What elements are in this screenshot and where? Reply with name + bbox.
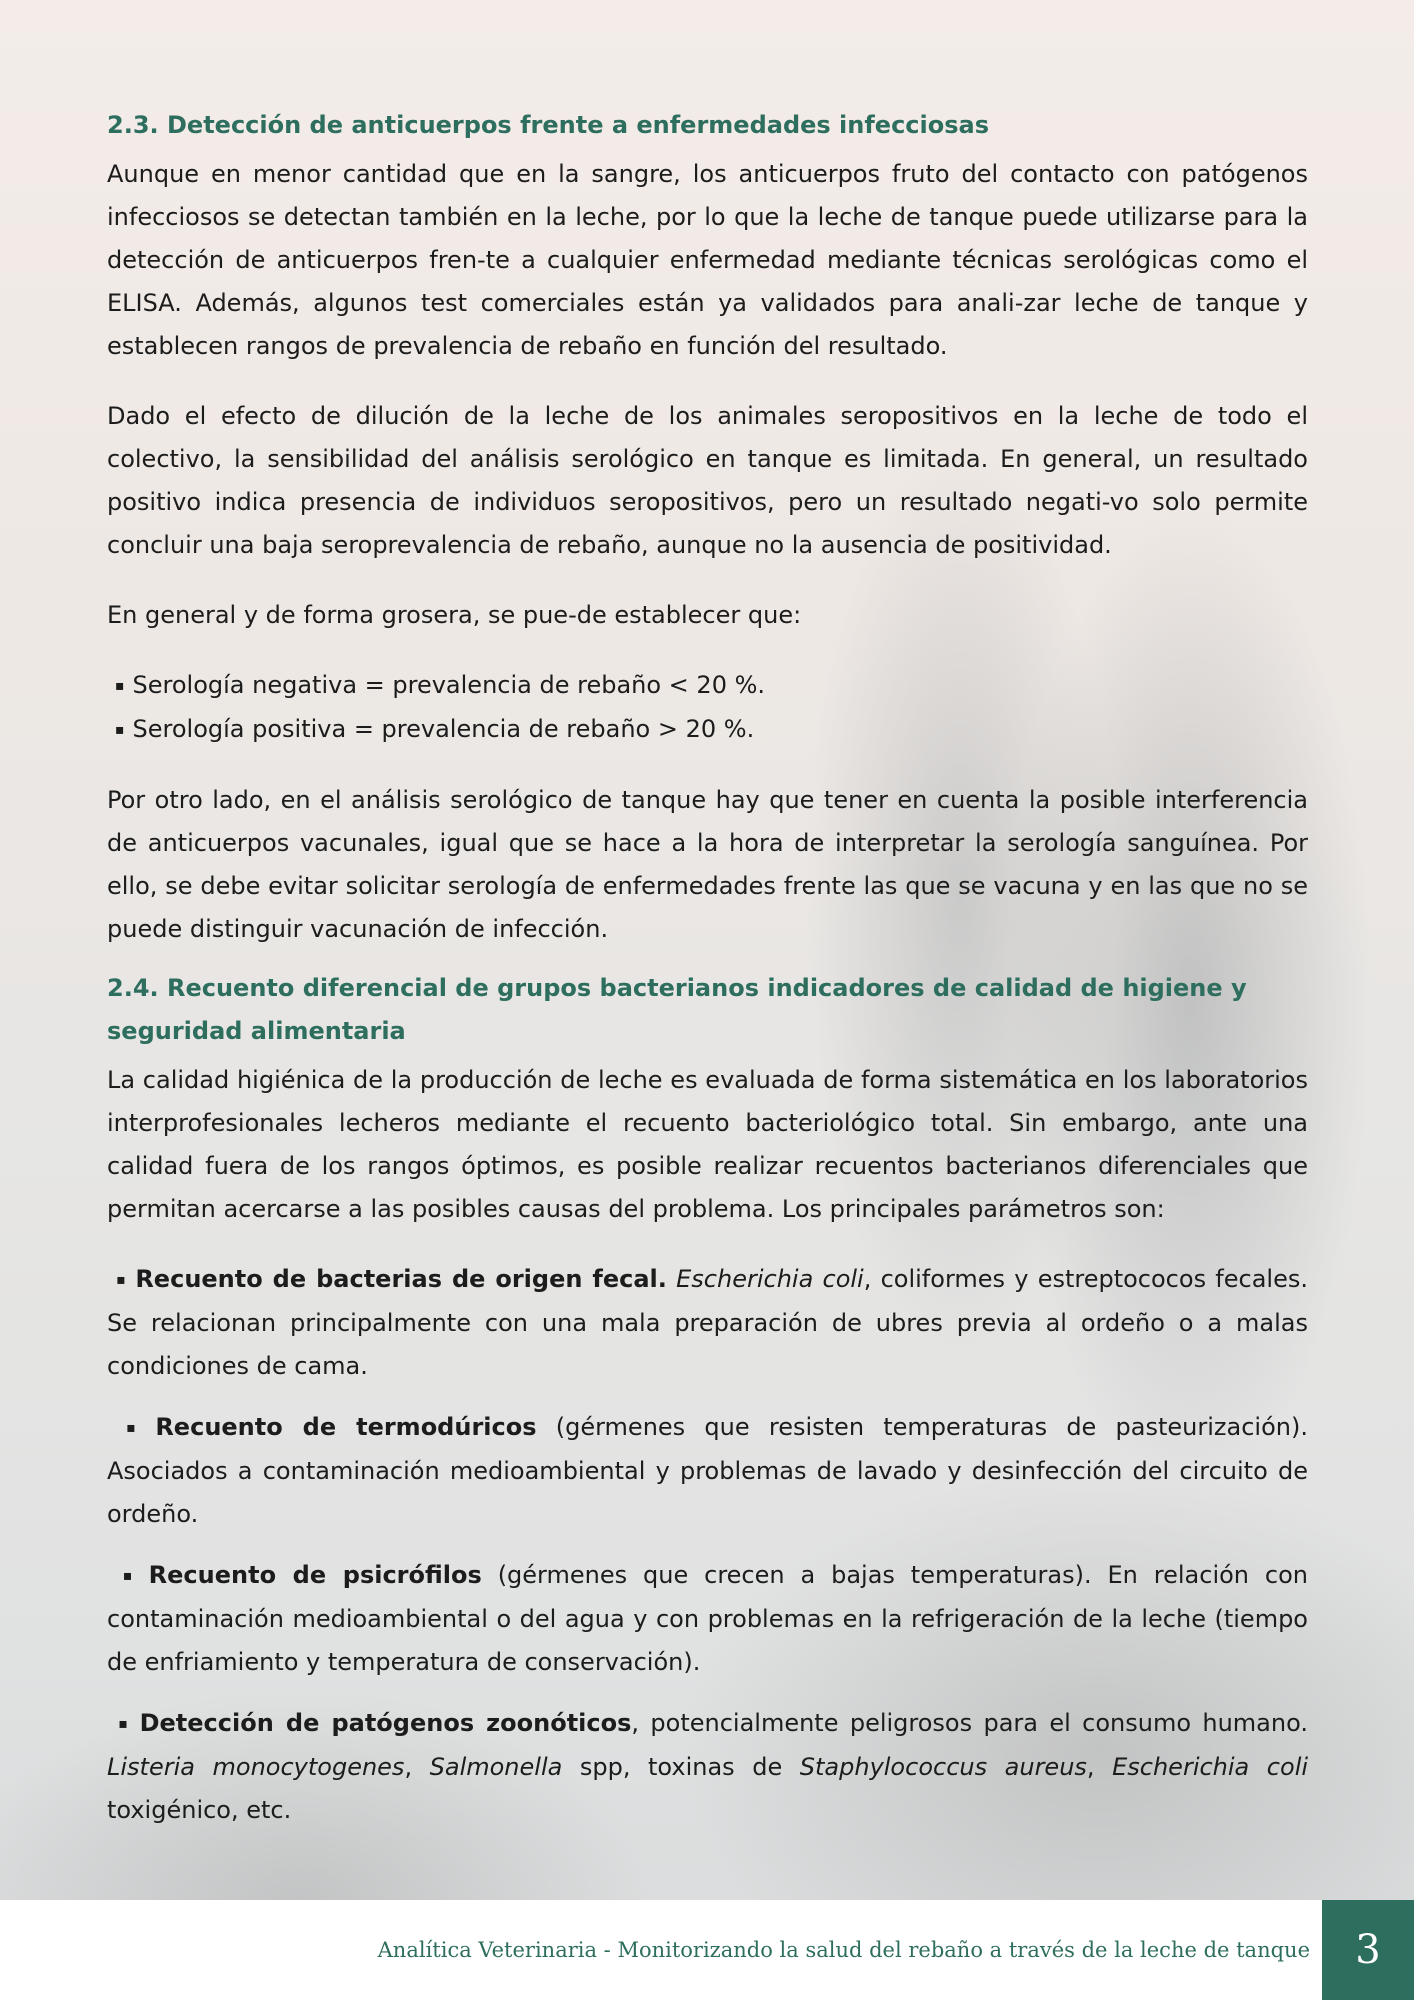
- bullet-icon: ▪: [115, 722, 125, 738]
- bullet-list: [107, 664, 1308, 752]
- bullet-icon: ▪: [126, 1420, 148, 1436]
- page-footer: [0, 1900, 1414, 2000]
- paragraph: Aunque en menor cantidad que en la sangre, los anticuerpos fruto del contacto con patógenos infecciosos se detectan también en la leche, por lo que la leche de tanque puede utilizarse para la detección de anticuerpos fren-te a cualquier enfermedad mediante técnicas serológicas como el ELISA. Además, algunos test comerciales están ya validados para anali-zar leche de tanque y establecen rangos de prevalencia de rebaño en función del resultado.: [107, 160, 1308, 360]
- bullet-icon: ▪: [116, 1272, 128, 1288]
- paragraph: En general y de forma grosera, se pue-de establecer que:: [107, 601, 802, 629]
- bullet-icon: ▪: [122, 1568, 141, 1584]
- paragraph: Por otro lado, en el análisis serológico de tanque hay que tener en cuenta la posible interferencia de anticuerpos vacunales, igual que se hace a la hora de interpretar la serología sanguínea. Por ello, se debe evitar solicitar serología de enfermedades frente las que se vacuna y en las que no se puede distinguir vacunación de infección.: [107, 786, 1308, 943]
- list-item: ▪ Recuento de bacterias de origen fecal. Escherichia coli, coliformes y estreptococos fecales. Se relacionan principalmente con una mala preparación de ubres previa al ordeño o a malas condiciones de cama.: [107, 1265, 1308, 1380]
- list-item: ▪ Detección de patógenos zoonóticos, potencialmente peligrosos para el consumo humano. Listeria monocytogenes, Salmonella spp, toxinas de Staphylococcus aureus, Escherichia coli toxigénico, etc.: [107, 1709, 1309, 1824]
- page-number: 3: [1322, 1900, 1414, 2000]
- list-item: ▪ Recuento de psicrófilos (gérmenes que crecen a bajas temperaturas). En relación con contaminación medioambiental o del agua y con problemas en la refrigeración de la leche (tiempo de enfriamiento y temperatura de conservación).: [107, 1561, 1309, 1676]
- paragraph: La calidad higiénica de la producción de leche es evaluada de forma sistemática en los laboratorios interprofesionales lecheros mediante el recuento bacteriológico total. Sin embargo, ante una calidad fuera de los rangos óptimos, es posible realizar recuentos bacterianos diferenciales que permitan acercarse a las posibles causas del problema. Los principales parámetros son:: [107, 1066, 1308, 1223]
- footer-title: Analítica Veterinaria - Monitorizando la salud del rebaño a través de la leche de tanque: [377, 1938, 1310, 1962]
- bullet-icon: ▪: [115, 678, 125, 694]
- list-item: ▪ Serología negativa = prevalencia de rebaño < 20 %.: [115, 671, 766, 699]
- list-item: ▪ Recuento de termodúricos (gérmenes que resisten temperaturas de pasteurización). Asociados a contaminación medioambiental y problemas de lavado y desinfección del circuito de ordeño.: [107, 1413, 1308, 1528]
- paragraph: Dado el efecto de dilución de la leche de los animales seropositivos en la leche de todo el colectivo, la sensibilidad del análisis serológico en tanque es limitada. En general, un resultado positivo indica presencia de individuos seropositivos, pero un resultado negati-vo solo permite concluir una baja seroprevalencia de rebaño, aunque no la ausencia de positividad.: [107, 402, 1308, 559]
- page-content: [107, 104, 1308, 1850]
- bullet-icon: ▪: [118, 1716, 132, 1732]
- list-item: ▪ Serología positiva = prevalencia de rebaño > 20 %.: [115, 715, 755, 743]
- section-heading-2-4: 2.4. Recuento diferencial de grupos bacterianos indicadores de calidad de higiene y seguridad alimentaria: [107, 974, 1247, 1045]
- section-heading-2-3: 2.3. Detección de anticuerpos frente a enfermedades infecciosas: [107, 111, 990, 139]
